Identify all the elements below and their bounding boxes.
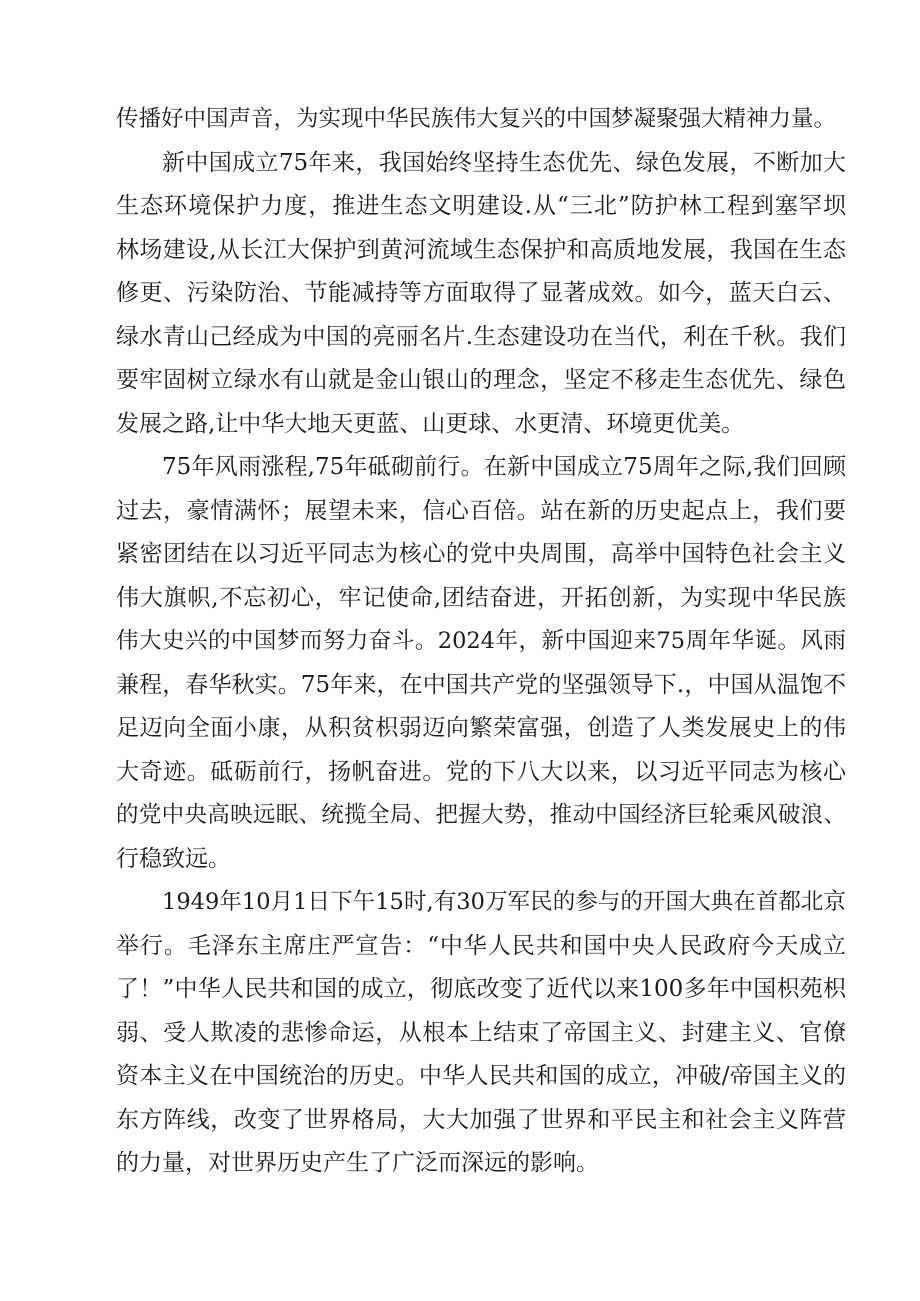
text-line: 修更、污染防治、节能减持等方面取得了显著成效。如今，蓝天白云、 — [116, 280, 846, 306]
text-line: 1949年10月1日下午15时,有30万军民的参与的开国大典在首都北京 — [162, 889, 846, 915]
text-line: 紧密团结在以习近平同志为核心的党中央周围，高举中国特色社会主义 — [116, 541, 846, 567]
text-line: 足迈向全面小康，从积贫枳弱迈向繁荣富强，创造了人类发展史上的伟 — [116, 715, 846, 741]
text-line: 要牢固树立绿水有山就是金山银山的理念，坚定不移走生态优先、绿色 — [116, 367, 846, 393]
text-line: 发展之路,让中华大地天更蓝、山更球、水更清、环境更优美。 — [116, 410, 745, 437]
text-line: 资本主义在中国统治的历史。中华人民共和国的成立，冲破/帝国主义的 — [116, 1063, 846, 1089]
text-line: 举行。毛泽东主席庄严宣告：“中华人民共和国中央人民政府今天成立 — [116, 932, 846, 959]
text-line: 行稳致远。 — [116, 845, 231, 872]
text-line: 新中国成立75年来，我国始终坚持生态优先、绿色发展，不断加大 — [162, 149, 846, 176]
text-line: 的党中央高映远眠、统揽全局、把握大势，推动中国经济巨轮乘风破浪、 — [116, 802, 846, 828]
document-body — [116, 98, 846, 1186]
text-line: 伟大旗帜,不忘初心，牢记使命,团结奋进，开拓创新，为实现中华民族 — [116, 584, 846, 611]
text-line: 了！”中华人民共和国的成立，彻底改变了近代以来100多年中国枳苑枳 — [116, 976, 846, 1002]
paragraph-ecology — [116, 142, 846, 447]
text-line: 的力量，对世界历史产生了广泛而深远的影响。 — [116, 1150, 599, 1176]
text-line: 传播好中国声音，为实现中华民族伟大复兴的中国梦凝聚强大精神力量。 — [116, 106, 837, 132]
text-line: 林场建设,从长江大保护到黄河流域生态保护和高质地发展，我国在生态 — [116, 236, 846, 263]
text-line: 弱、受人欺凌的悲惨命运，从根本上结束了帝国主义、封建主义、官僚 — [116, 1019, 846, 1046]
text-line: 75年风雨涨程,75年砥砌前行。在新中国成立75周年之际,我们回顾 — [162, 454, 846, 480]
text-line: 东方阵线，改变了世界格局，大大加强了世界和平民主和社会主义阵营 — [116, 1106, 846, 1133]
text-line: 伟大史兴的中国梦而努力奋斗。2024年，新中国迎来75周年华诞。风雨 — [116, 628, 846, 654]
paragraph-anniversary — [116, 446, 846, 881]
paragraph-founding — [116, 881, 846, 1186]
text-line: 大奇迹。砥砺前行，扬帆奋进。党的下八大以来，以习近平同志为核心 — [116, 758, 846, 785]
text-line: 绿水青山己经成为中国的亮丽名片.生态建设功在当代，利在千秋。我们 — [116, 323, 846, 350]
text-line: 生态环境保护力度，推进生态文明建设.从“三北”防护林工程到塞罕坝 — [116, 193, 846, 219]
paragraph-continuation — [116, 98, 846, 142]
text-line: 兼程，春华秋实。75年来，在中国共产党的坚强领导下.，中国从温饱不 — [116, 671, 846, 698]
text-line: 过去，豪情满怀；展望未来，信心百倍。站在新的历史起点上，我们要 — [116, 497, 846, 524]
